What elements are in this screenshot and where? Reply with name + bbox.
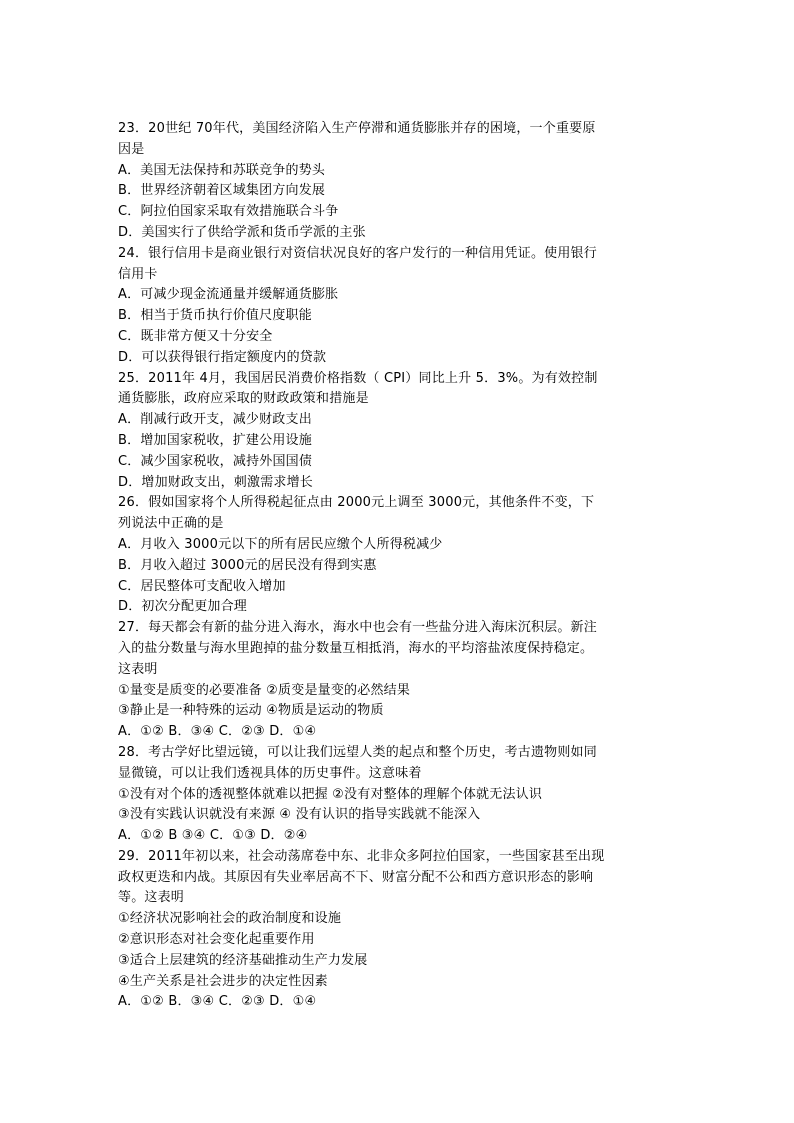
statement-line: ①量变是质变的必要准备 ②质变是量变的必然结果 [118, 682, 411, 698]
question-stem-line: 列说法中正确的是 [118, 516, 224, 532]
statement-line: ③静止是一种特殊的运动 ④物质是运动的物质 [118, 703, 384, 719]
question-26 [118, 493, 678, 618]
option-c: C．居民整体可支配收入增加 [118, 578, 286, 594]
option-c: C．减少国家税收，减持外国国债 [118, 453, 313, 469]
question-list [118, 119, 678, 1013]
statement-line: ①经济状况影响社会的政治制度和设施 [118, 911, 342, 927]
option-b: B．相当于货币执行价值尺度职能 [118, 308, 312, 324]
option-d: D．可以获得银行指定额度内的贷款 [118, 349, 327, 365]
question-stem-line: 信用卡 [118, 266, 158, 282]
question-stem-line: 等。这表明 [118, 890, 185, 906]
question-29 [118, 847, 678, 1013]
question-27 [118, 618, 678, 743]
option-b: B．月收入超过 3000元的居民没有得到实惠 [118, 557, 377, 573]
question-stem-line: 29．2011年初以来，社会动荡席卷中东、北非众多阿拉伯国家，一些国家甚至出现 [118, 848, 605, 864]
question-stem-line: 24．银行信用卡是商业银行对资信状况良好的客户发行的一种信用凭证。使用银行 [118, 245, 597, 261]
question-stem-line: 27．每天都会有新的盐分进入海水，海水中也会有一些盐分进入海床沉积层。新注 [118, 620, 597, 636]
question-stem-line: 通货膨胀，政府应采取的财政政策和措施是 [118, 391, 369, 407]
question-stem-line: 28．考古学好比望远镜，可以让我们远望人类的起点和整个历史，考古遗物则如同 [118, 744, 597, 760]
option-b: B．增加国家税收，扩建公用设施 [118, 432, 312, 448]
question-stem-line: 23．20世纪 70年代，美国经济陷入生产停滞和通货膨胀并存的困境，一个重要原 [118, 121, 596, 136]
question-stem-line: 25．2011年 4月，我国居民消费价格指数（ CPI）同比上升 5．3%。为有效控制 [118, 370, 598, 386]
question-stem-line: 26．假如国家将个人所得税起征点由 2000元上调至 3000元，其他条件不变，下 [118, 495, 595, 511]
question-25 [118, 369, 678, 494]
option-a: A．削减行政开支，减少财政支出 [118, 412, 312, 428]
question-stem-line: 入的盐分数量与海水里跑掉的盐分数量互相抵消，海水的平均溶盐浓度保持稳定。 [118, 640, 594, 656]
answer-options: A．①② B ③④ C．①③ D．②④ [118, 828, 308, 844]
question-stem-line: 这表明 [118, 661, 158, 677]
question-24 [118, 244, 678, 369]
option-a: A．月收入 3000元以下的所有居民应缴个人所得税减少 [118, 536, 443, 552]
option-b: B．世界经济朝着区域集团方向发展 [118, 183, 326, 199]
option-c: C．阿拉伯国家采取有效措施联合斗争 [118, 204, 339, 220]
question-28 [118, 743, 678, 847]
statement-line: ①没有对个体的透视整体就难以把握 ②没有对整体的理解个体就无法认识 [118, 786, 543, 802]
option-d: D．增加财政支出，刺激需求增长 [118, 474, 314, 490]
answer-options: A．①② B．③④ C．②③ D．①④ [118, 724, 317, 740]
question-stem-line: 政权更迭和内战。其原因有失业率居高不下、财富分配不公和西方意识形态的影响 [118, 869, 594, 885]
statement-line: ③没有实践认识就没有来源 ④ 没有认识的指导实践就不能深入 [118, 807, 481, 823]
question-23 [118, 119, 678, 244]
option-d: D．美国实行了供给学派和货币学派的主张 [118, 224, 366, 240]
option-c: C．既非常方便又十分安全 [118, 328, 273, 344]
answer-options: A．①② B．③④ C．②③ D．①④ [118, 994, 317, 1010]
statement-line: ②意识形态对社会变化起重要作用 [118, 932, 315, 948]
option-d: D．初次分配更加合理 [118, 599, 248, 615]
option-a: A．可减少现金流通量并缓解通货膨胀 [118, 287, 339, 303]
statement-line: ③适合上层建筑的经济基础推动生产力发展 [118, 952, 368, 968]
question-stem-line: 显微镜，可以让我们透视具体的历史事件。这意味着 [118, 765, 422, 781]
question-stem-line: 因是 [118, 141, 145, 157]
statement-line: ④生产关系是社会进步的决定性因素 [118, 973, 328, 989]
option-a: A．美国无法保持和苏联竞争的势头 [118, 162, 326, 178]
